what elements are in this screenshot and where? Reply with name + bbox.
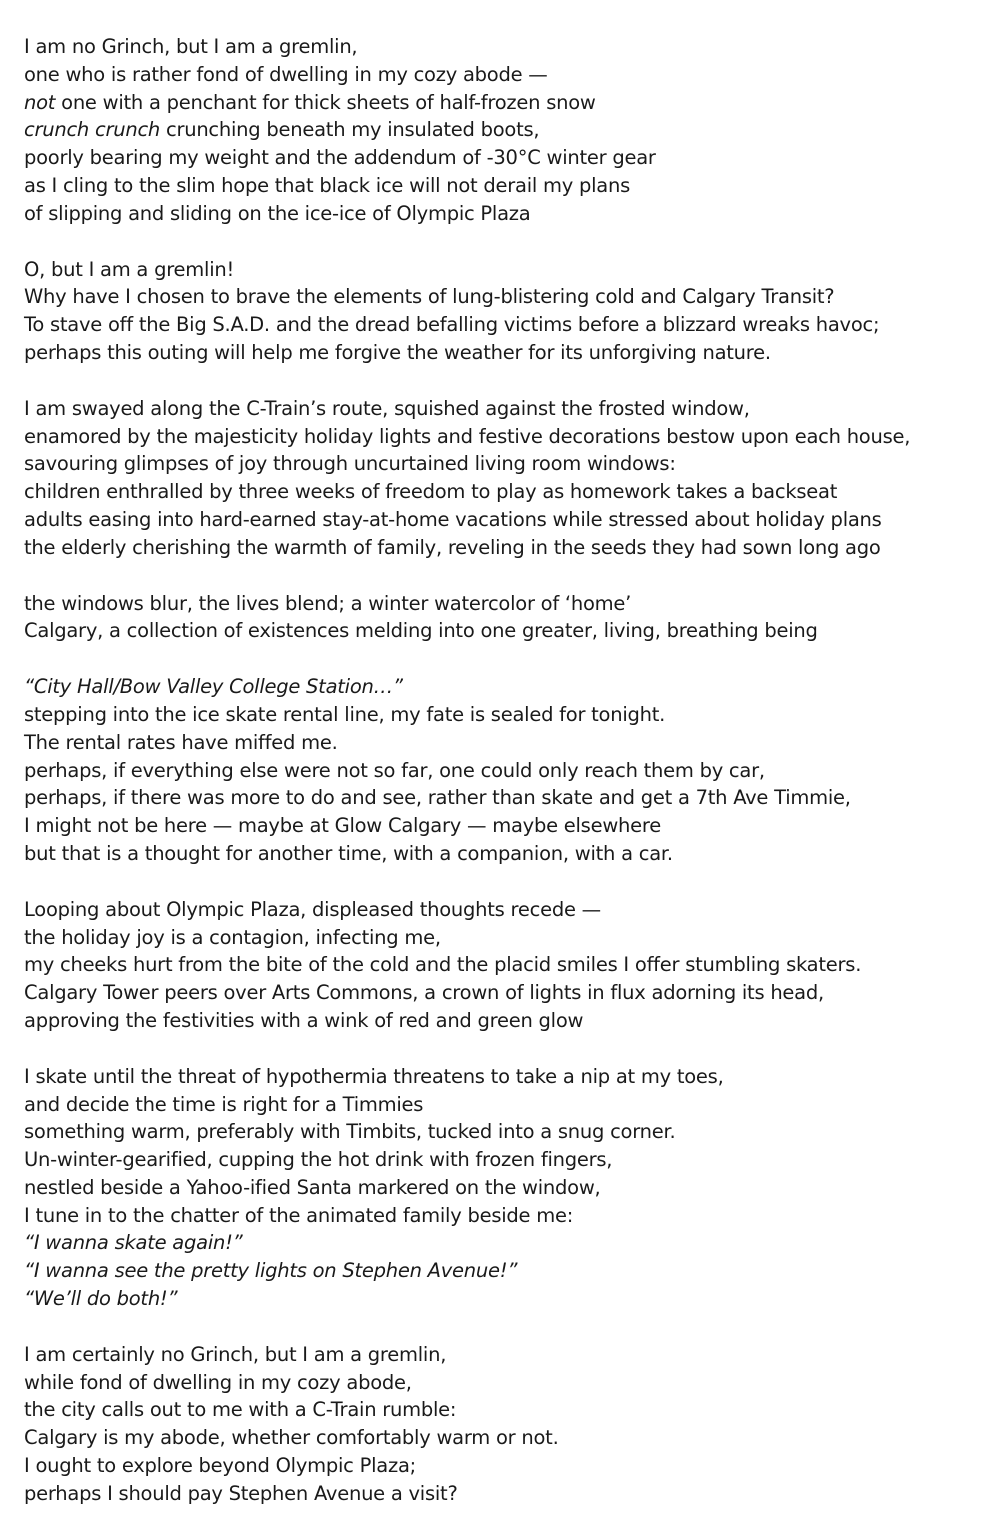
poem-line bbox=[24, 924, 994, 952]
poem-line bbox=[24, 1396, 994, 1424]
poem-line bbox=[24, 1341, 994, 1369]
line-text: I am certainly no Grinch, but I am a gremlin, bbox=[24, 1342, 447, 1366]
poem-line bbox=[24, 812, 994, 840]
poem-line bbox=[24, 1063, 994, 1091]
line-text: the city calls out to me with a C-Train rumble: bbox=[24, 1398, 457, 1422]
line-text: stepping into the ice skate rental line, my fate is sealed for tonight. bbox=[24, 702, 666, 726]
poem-line bbox=[24, 61, 994, 89]
poem-line bbox=[24, 1257, 994, 1285]
poem-line bbox=[24, 784, 994, 812]
italic-text: “I wanna skate again!” bbox=[24, 1231, 243, 1255]
line-text: one with a penchant for thick sheets of half-frozen snow bbox=[55, 90, 596, 114]
italic-text: not bbox=[24, 90, 56, 114]
line-text: children enthralled by three weeks of freedom to play as homework takes a backseat bbox=[24, 480, 838, 504]
line-text: I ought to explore beyond Olympic Plaza; bbox=[24, 1454, 416, 1478]
line-text: O, but I am a gremlin! bbox=[24, 257, 235, 281]
line-text: perhaps I should pay Stephen Avenue a visit? bbox=[24, 1481, 458, 1505]
line-text: perhaps, if there was more to do and see, rather than skate and get a 7th Ave Timmie, bbox=[24, 786, 851, 810]
poem-line bbox=[24, 673, 994, 701]
poem-line bbox=[24, 1369, 994, 1397]
line-text: I am swayed along the C-Train’s route, squished against the frosted window, bbox=[24, 396, 750, 420]
line-text: I tune in to the chatter of the animated family beside me: bbox=[24, 1203, 574, 1227]
poem-line bbox=[24, 979, 994, 1007]
line-text: the holiday joy is a contagion, infecting me, bbox=[24, 925, 441, 949]
poem-line bbox=[24, 423, 994, 451]
line-text: crunching beneath my insulated boots, bbox=[160, 118, 540, 142]
poem-line bbox=[24, 1452, 994, 1480]
line-text: of slipping and sliding on the ice-ice of Olympic Plaza bbox=[24, 201, 531, 225]
poem-stanza bbox=[24, 395, 994, 562]
line-text: Looping about Olympic Plaza, displeased thoughts recede — bbox=[24, 897, 601, 921]
poem-line bbox=[24, 200, 994, 228]
line-text: poorly bearing my weight and the addendum of -30°C winter gear bbox=[24, 146, 656, 170]
line-text: adults easing into hard-earned stay-at-home vacations while stressed about holiday plans bbox=[24, 507, 882, 531]
poem-line bbox=[24, 506, 994, 534]
poem-line bbox=[24, 256, 994, 284]
poem-line bbox=[24, 89, 994, 117]
line-text: Un-winter-gearified, cupping the hot drink with frozen fingers, bbox=[24, 1148, 613, 1172]
poem-stanza bbox=[24, 590, 994, 646]
poem-line bbox=[24, 1007, 994, 1035]
poem-line bbox=[24, 951, 994, 979]
poem-line bbox=[24, 1146, 994, 1174]
line-text: something warm, preferably with Timbits, tucked into a snug corner. bbox=[24, 1120, 676, 1144]
italic-text: crunch crunch bbox=[24, 118, 161, 142]
poem-line bbox=[24, 840, 994, 868]
line-text: the elderly cherishing the warmth of family, reveling in the seeds they had sown long ago bbox=[24, 535, 881, 559]
poem-body bbox=[24, 33, 994, 1536]
poem-line bbox=[24, 33, 994, 61]
line-text: nestled beside a Yahoo-ified Santa markered on the window, bbox=[24, 1175, 601, 1199]
line-text: approving the festivities with a wink of red and green glow bbox=[24, 1008, 584, 1032]
poem-line bbox=[24, 283, 994, 311]
italic-text: “I wanna see the pretty lights on Stephen Avenue!” bbox=[24, 1259, 518, 1283]
line-text: while fond of dwelling in my cozy abode, bbox=[24, 1370, 412, 1394]
poem-stanza bbox=[24, 1341, 994, 1508]
poem-line bbox=[24, 1174, 994, 1202]
poem-line bbox=[24, 701, 994, 729]
poem-line bbox=[24, 1480, 994, 1508]
line-text: Calgary is my abode, whether comfortably warm or not. bbox=[24, 1426, 559, 1450]
line-text: and decide the time is right for a Timmies bbox=[24, 1092, 424, 1116]
poem-stanza bbox=[24, 673, 994, 868]
line-text: I skate until the threat of hypothermia threatens to take a nip at my toes, bbox=[24, 1064, 724, 1088]
poem-line bbox=[24, 1202, 994, 1230]
line-text: Why have I chosen to brave the elements of lung-blistering cold and Calgary Transit? bbox=[24, 285, 835, 309]
poem-line bbox=[24, 478, 994, 506]
poem-line bbox=[24, 896, 994, 924]
poem-line bbox=[24, 1091, 994, 1119]
line-text: Calgary Tower peers over Arts Commons, a crown of lights in flux adorning its head, bbox=[24, 981, 824, 1005]
poem-line bbox=[24, 1118, 994, 1146]
line-text: Calgary, a collection of existences melding into one greater, living, breathing being bbox=[24, 619, 818, 643]
poem-stanza bbox=[24, 256, 994, 367]
line-text: but that is a thought for another time, with a companion, with a car. bbox=[24, 841, 673, 865]
poem-line bbox=[24, 729, 994, 757]
poem-line bbox=[24, 450, 994, 478]
line-text: savouring glimpses of joy through uncurtained living room windows: bbox=[24, 452, 676, 476]
line-text: the windows blur, the lives blend; a winter watercolor of ‘home’ bbox=[24, 591, 632, 615]
line-text: The rental rates have miffed me. bbox=[24, 730, 338, 754]
line-text: I am no Grinch, but I am a gremlin, bbox=[24, 35, 358, 58]
poem-line bbox=[24, 617, 994, 645]
line-text: my cheeks hurt from the bite of the cold and the placid smiles I offer stumbling skaters. bbox=[24, 953, 862, 977]
line-text: one who is rather fond of dwelling in my cozy abode — bbox=[24, 62, 548, 86]
poem-line bbox=[24, 757, 994, 785]
poem-line bbox=[24, 1229, 994, 1257]
italic-text: “We’ll do both!” bbox=[24, 1287, 178, 1311]
line-text: To stave off the Big S.A.D. and the dread befalling victims before a blizzard wreaks havoc; bbox=[24, 313, 880, 337]
poem-line bbox=[24, 590, 994, 618]
line-text: as I cling to the slim hope that black ice will not derail my plans bbox=[24, 173, 631, 197]
poem-stanza bbox=[24, 1063, 994, 1313]
poem-line bbox=[24, 172, 994, 200]
line-text: enamored by the majesticity holiday lights and festive decorations bestow upon each house, bbox=[24, 424, 911, 448]
poem-line bbox=[24, 1285, 994, 1313]
poem-line bbox=[24, 116, 994, 144]
italic-text: “City Hall/Bow Valley College Station…” bbox=[24, 675, 403, 699]
line-text: I might not be here — maybe at Glow Calgary — maybe elsewhere bbox=[24, 814, 661, 838]
poem-line bbox=[24, 311, 994, 339]
poem-line bbox=[24, 144, 994, 172]
poem-line bbox=[24, 534, 994, 562]
poem-stanza bbox=[24, 896, 994, 1035]
poem-stanza bbox=[24, 33, 994, 228]
poem-line bbox=[24, 395, 994, 423]
poem-line bbox=[24, 339, 994, 367]
poem-line bbox=[24, 1424, 994, 1452]
line-text: perhaps, if everything else were not so far, one could only reach them by car, bbox=[24, 758, 765, 782]
line-text: perhaps this outing will help me forgive the weather for its unforgiving nature. bbox=[24, 340, 771, 364]
